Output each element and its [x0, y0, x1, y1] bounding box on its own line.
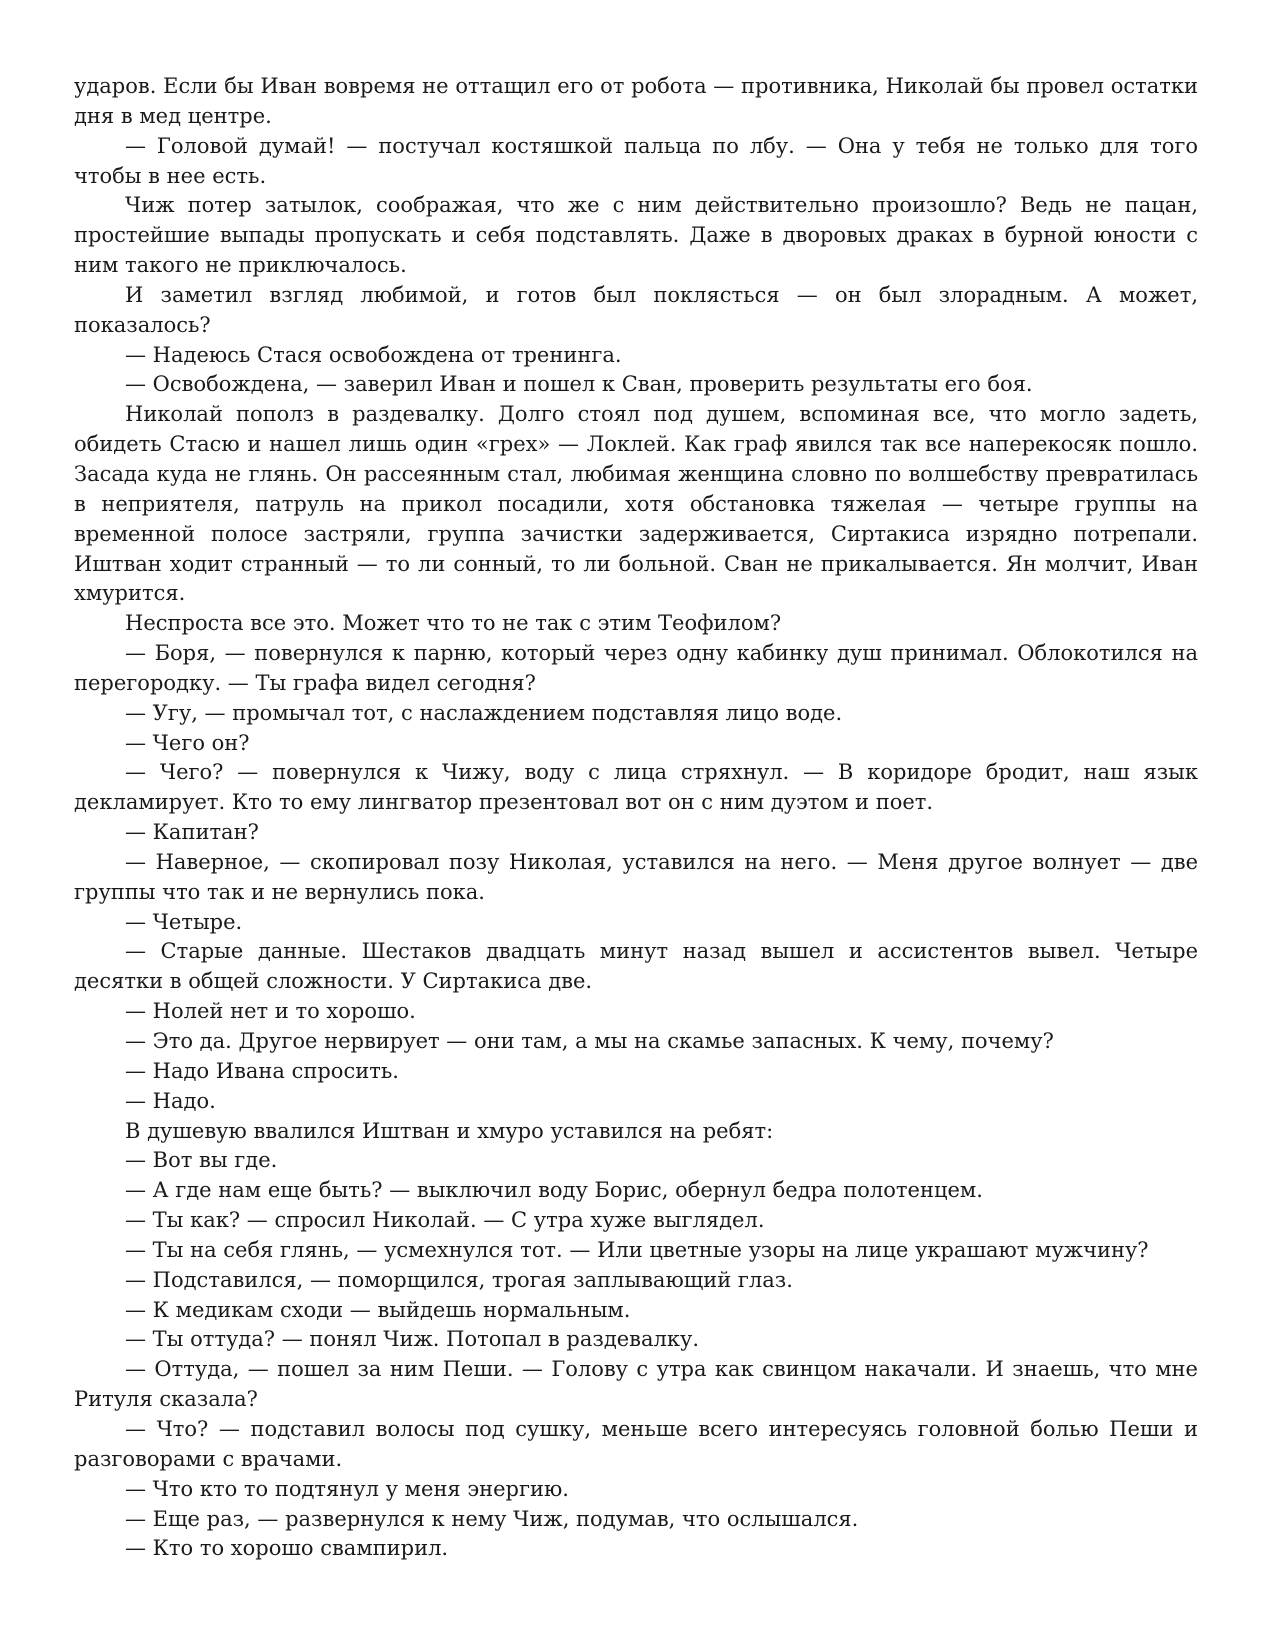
paragraph: — Боря, — повернулся к парню, который через одну кабинку душ принимал. Облокотился на перегородку. — Ты графа видел сегодня? [74, 641, 1198, 695]
paragraph: ударов. Если бы Иван вовремя не оттащил его от робота — противника, Николай бы провел остатки дня в мед центре. [74, 74, 1198, 128]
paragraph: — К медикам сходи — выйдешь нормальным. [125, 1297, 631, 1322]
paragraph: — Надо Ивана спросить. [125, 1058, 399, 1083]
paragraph: — Оттуда, — пошел за ним Пеши. — Голову с утра как свинцом накачали. И знаешь, что мне Ритуля сказала? [74, 1357, 1198, 1412]
paragraph: — Старые данные. Шестаков двадцать минут назад вышел и ассистентов вывел. Четыре десятки в общей сложности. У Сиртакиса две. [74, 939, 1198, 994]
paragraph: — Головой думай! — постучал костяшкой пальца по лбу. — Она у тебя не только для того чтобы в нее есть. [74, 133, 1198, 188]
paragraph: — Чего? — повернулся к Чижу, воду с лица стряхнул. — В коридоре бродит, наш язык декламирует. Кто то ему лингватор презентовал вот он с ним дуэтом и поет. [74, 760, 1198, 815]
paragraph: В душевую ввалился Иштван и хмуро уставился на ребят: [125, 1118, 774, 1143]
paragraph: — Нолей нет и то хорошо. [125, 999, 416, 1024]
paragraph: — Подставился, — поморщился, трогая заплывающий глаз. [125, 1267, 793, 1292]
paragraph: — Ты на себя глянь, — усмехнулся тот. — Или цветные узоры на лице украшают мужчину? [125, 1237, 1149, 1262]
paragraph: Чиж потер затылок, соображая, что же с ним действительно произошло? Ведь не пацан, простейшие выпады пропускать и себя подставлять. Даже в дворовых драках в бурной юности с ним такого не приключалось. [74, 193, 1198, 278]
paragraph: — А где нам еще быть? — выключил воду Борис, обернул бедра полотенцем. [125, 1178, 983, 1203]
paragraph: Неспроста все это. Может что то не так с этим Теофилом? [125, 611, 782, 636]
paragraph: — Капитан? [125, 820, 259, 845]
paragraph: — Наверное, — скопировал позу Николая, уставился на него. — Меня другое волнует — две группы что так и не вернулись пока. [74, 849, 1198, 904]
paragraph: — Вот вы где. [125, 1148, 278, 1173]
paragraph: — Ты как? — спросил Николай. — С утра хуже выглядел. [125, 1208, 765, 1233]
paragraph: — Кто то хорошо свампирил. [125, 1536, 449, 1561]
paragraph: — Еще раз, — развернулся к нему Чиж, подумав, что ослышался. [125, 1506, 859, 1531]
paragraph: — Угу, — промычал тот, с наслаждением подставляя лицо воде. [125, 700, 843, 725]
paragraph: И заметил взгляд любимой, и готов был поклясться — он был злорадным. А может, показалось? [74, 282, 1198, 337]
paragraph: — Ты оттуда? — понял Чиж. Потопал в раздевалку. [125, 1327, 700, 1352]
paragraph: — Что? — подставил волосы под сушку, меньше всего интересуясь головной болью Пеши и разговорами с врачами. [74, 1416, 1198, 1471]
document-page [74, 72, 1198, 1564]
paragraph: — Надо. [125, 1088, 216, 1113]
paragraph: — Что кто то подтянул у меня энергию. [125, 1476, 569, 1501]
paragraph: Николай пополз в раздевалку. Долго стоял под душем, вспоминая все, что могло задеть, обидеть Стасю и нашел лишь один «грех» — Локлей. Как граф явился так все наперекосяк пошло. Засада куда не глянь. Он рассеянным стал, любимая женщина словно по волшебству превратилась в неприятеля, патруль на прикол посадили, хотя обстановка тяжелая — четыре группы на временной полосе застряли, группа зачистки задерживается, Сиртакиса изрядно потрепали. Иштван ходит странный — то ли сонный, то ли больной. Сван не прикалывается. Ян молчит, Иван хмурится. [74, 402, 1198, 606]
paragraph: — Это да. Другое нервирует — они там, а мы на скамье запасных. К чему, почему? [125, 1029, 1054, 1053]
paragraph: — Надеюсь Стася освобождена от тренинга. [125, 342, 622, 367]
paragraph: — Чего он? [125, 730, 250, 755]
paragraph: — Освобождена, — заверил Иван и пошел к Сван, проверить результаты его боя. [125, 372, 1033, 397]
paragraph: — Четыре. [125, 909, 243, 934]
